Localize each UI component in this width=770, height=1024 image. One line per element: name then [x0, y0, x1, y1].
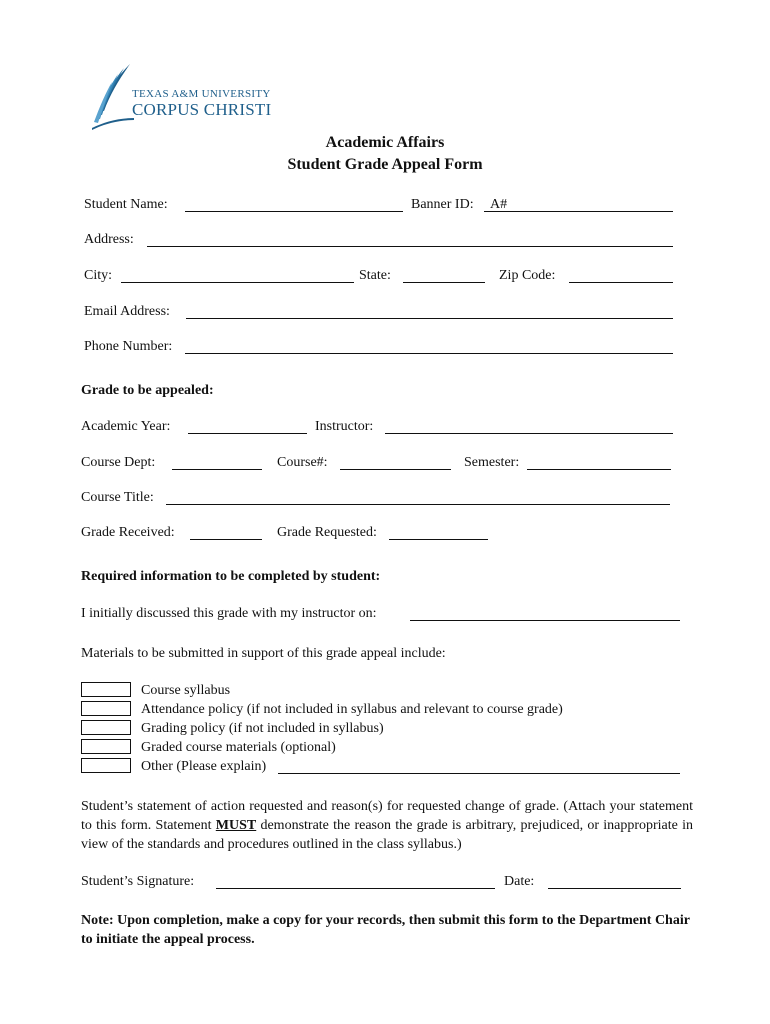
checkbox-course-syllabus[interactable]	[81, 682, 131, 697]
completion-note: Note: Upon completion, make a copy for your records, then submit this form to the Department Chair to initiate the appeal process.	[81, 913, 690, 947]
grade-section-heading: Grade to be appealed:	[81, 383, 214, 398]
discussed-date-field[interactable]	[410, 620, 680, 621]
city-field[interactable]	[121, 282, 354, 283]
signature-field[interactable]	[216, 888, 495, 889]
form-title: Student Grade Appeal Form	[287, 156, 483, 173]
instructor-field[interactable]	[385, 433, 673, 434]
phone-label: Phone Number:	[84, 339, 173, 354]
zip-code-label: Zip Code:	[499, 268, 556, 283]
course-title-label: Course Title:	[81, 490, 154, 505]
wing-logo-icon	[90, 62, 134, 130]
course-number-field[interactable]	[340, 469, 451, 470]
semester-label: Semester:	[464, 455, 520, 470]
material-course-syllabus: Course syllabus	[141, 683, 231, 698]
statement-text-1: Student’s statement of action requested and reason(s) for requested change of grade. (Attach your statement to this form. Statement	[81, 799, 693, 833]
required-section-heading: Required information to be completed by student:	[81, 569, 381, 584]
student-name-field[interactable]	[185, 211, 403, 212]
course-title-field[interactable]	[166, 504, 670, 505]
materials-label: Materials to be submitted in support of this grade appeal include:	[81, 646, 446, 661]
course-dept-label: Course Dept:	[81, 455, 156, 470]
email-field[interactable]	[186, 318, 673, 319]
address-label: Address:	[84, 232, 134, 247]
statement-text-2: demonstrate the reason the grade is arbitrary, prejudiced, or inappropriate in view of the standards and procedures outlined in the class syllabus.)	[81, 818, 693, 852]
checkbox-grading-policy[interactable]	[81, 720, 131, 735]
address-field[interactable]	[147, 246, 673, 247]
city-label: City:	[84, 268, 113, 283]
state-label: State:	[359, 268, 391, 283]
student-name-label: Student Name:	[84, 197, 168, 212]
state-field[interactable]	[403, 282, 485, 283]
grade-requested-field[interactable]	[389, 539, 488, 540]
material-other: Other (Please explain)	[141, 759, 267, 774]
material-graded-materials: Graded course materials (optional)	[141, 740, 336, 755]
checkbox-other[interactable]	[81, 758, 131, 773]
course-number-label: Course#:	[277, 455, 328, 470]
academic-year-field[interactable]	[188, 433, 307, 434]
semester-field[interactable]	[527, 469, 671, 470]
date-field[interactable]	[548, 888, 681, 889]
checkbox-graded-materials[interactable]	[81, 739, 131, 754]
logo-line2: CORPUS CHRISTI	[132, 100, 272, 119]
email-label: Email Address:	[84, 304, 170, 319]
grade-received-label: Grade Received:	[81, 525, 175, 540]
course-dept-field[interactable]	[172, 469, 262, 470]
grade-requested-label: Grade Requested:	[277, 525, 377, 540]
academic-year-label: Academic Year:	[81, 419, 171, 434]
banner-id-field[interactable]	[484, 211, 673, 212]
statement-must: MUST	[215, 818, 257, 833]
zip-code-field[interactable]	[569, 282, 673, 283]
banner-id-prefix: A#	[490, 197, 508, 212]
banner-id-label: Banner ID:	[411, 197, 474, 212]
university-logo	[90, 62, 290, 132]
material-grading-policy: Grading policy (if not included in syllabus)	[141, 721, 384, 736]
other-explain-field[interactable]	[278, 773, 680, 774]
grade-received-field[interactable]	[190, 539, 262, 540]
material-attendance-policy: Attendance policy (if not included in syllabus and relevant to course grade)	[141, 702, 563, 717]
signature-label: Student’s Signature:	[81, 874, 195, 889]
instructor-label: Instructor:	[315, 419, 374, 434]
page-title: Academic Affairs	[325, 134, 445, 151]
checkbox-attendance-policy[interactable]	[81, 701, 131, 716]
date-label: Date:	[504, 874, 535, 889]
phone-field[interactable]	[185, 353, 673, 354]
discussed-date-label: I initially discussed this grade with my instructor on:	[81, 606, 377, 621]
logo-line1: TEXAS A&M UNIVERSITY	[132, 88, 271, 100]
statement-paragraph	[81, 797, 693, 854]
